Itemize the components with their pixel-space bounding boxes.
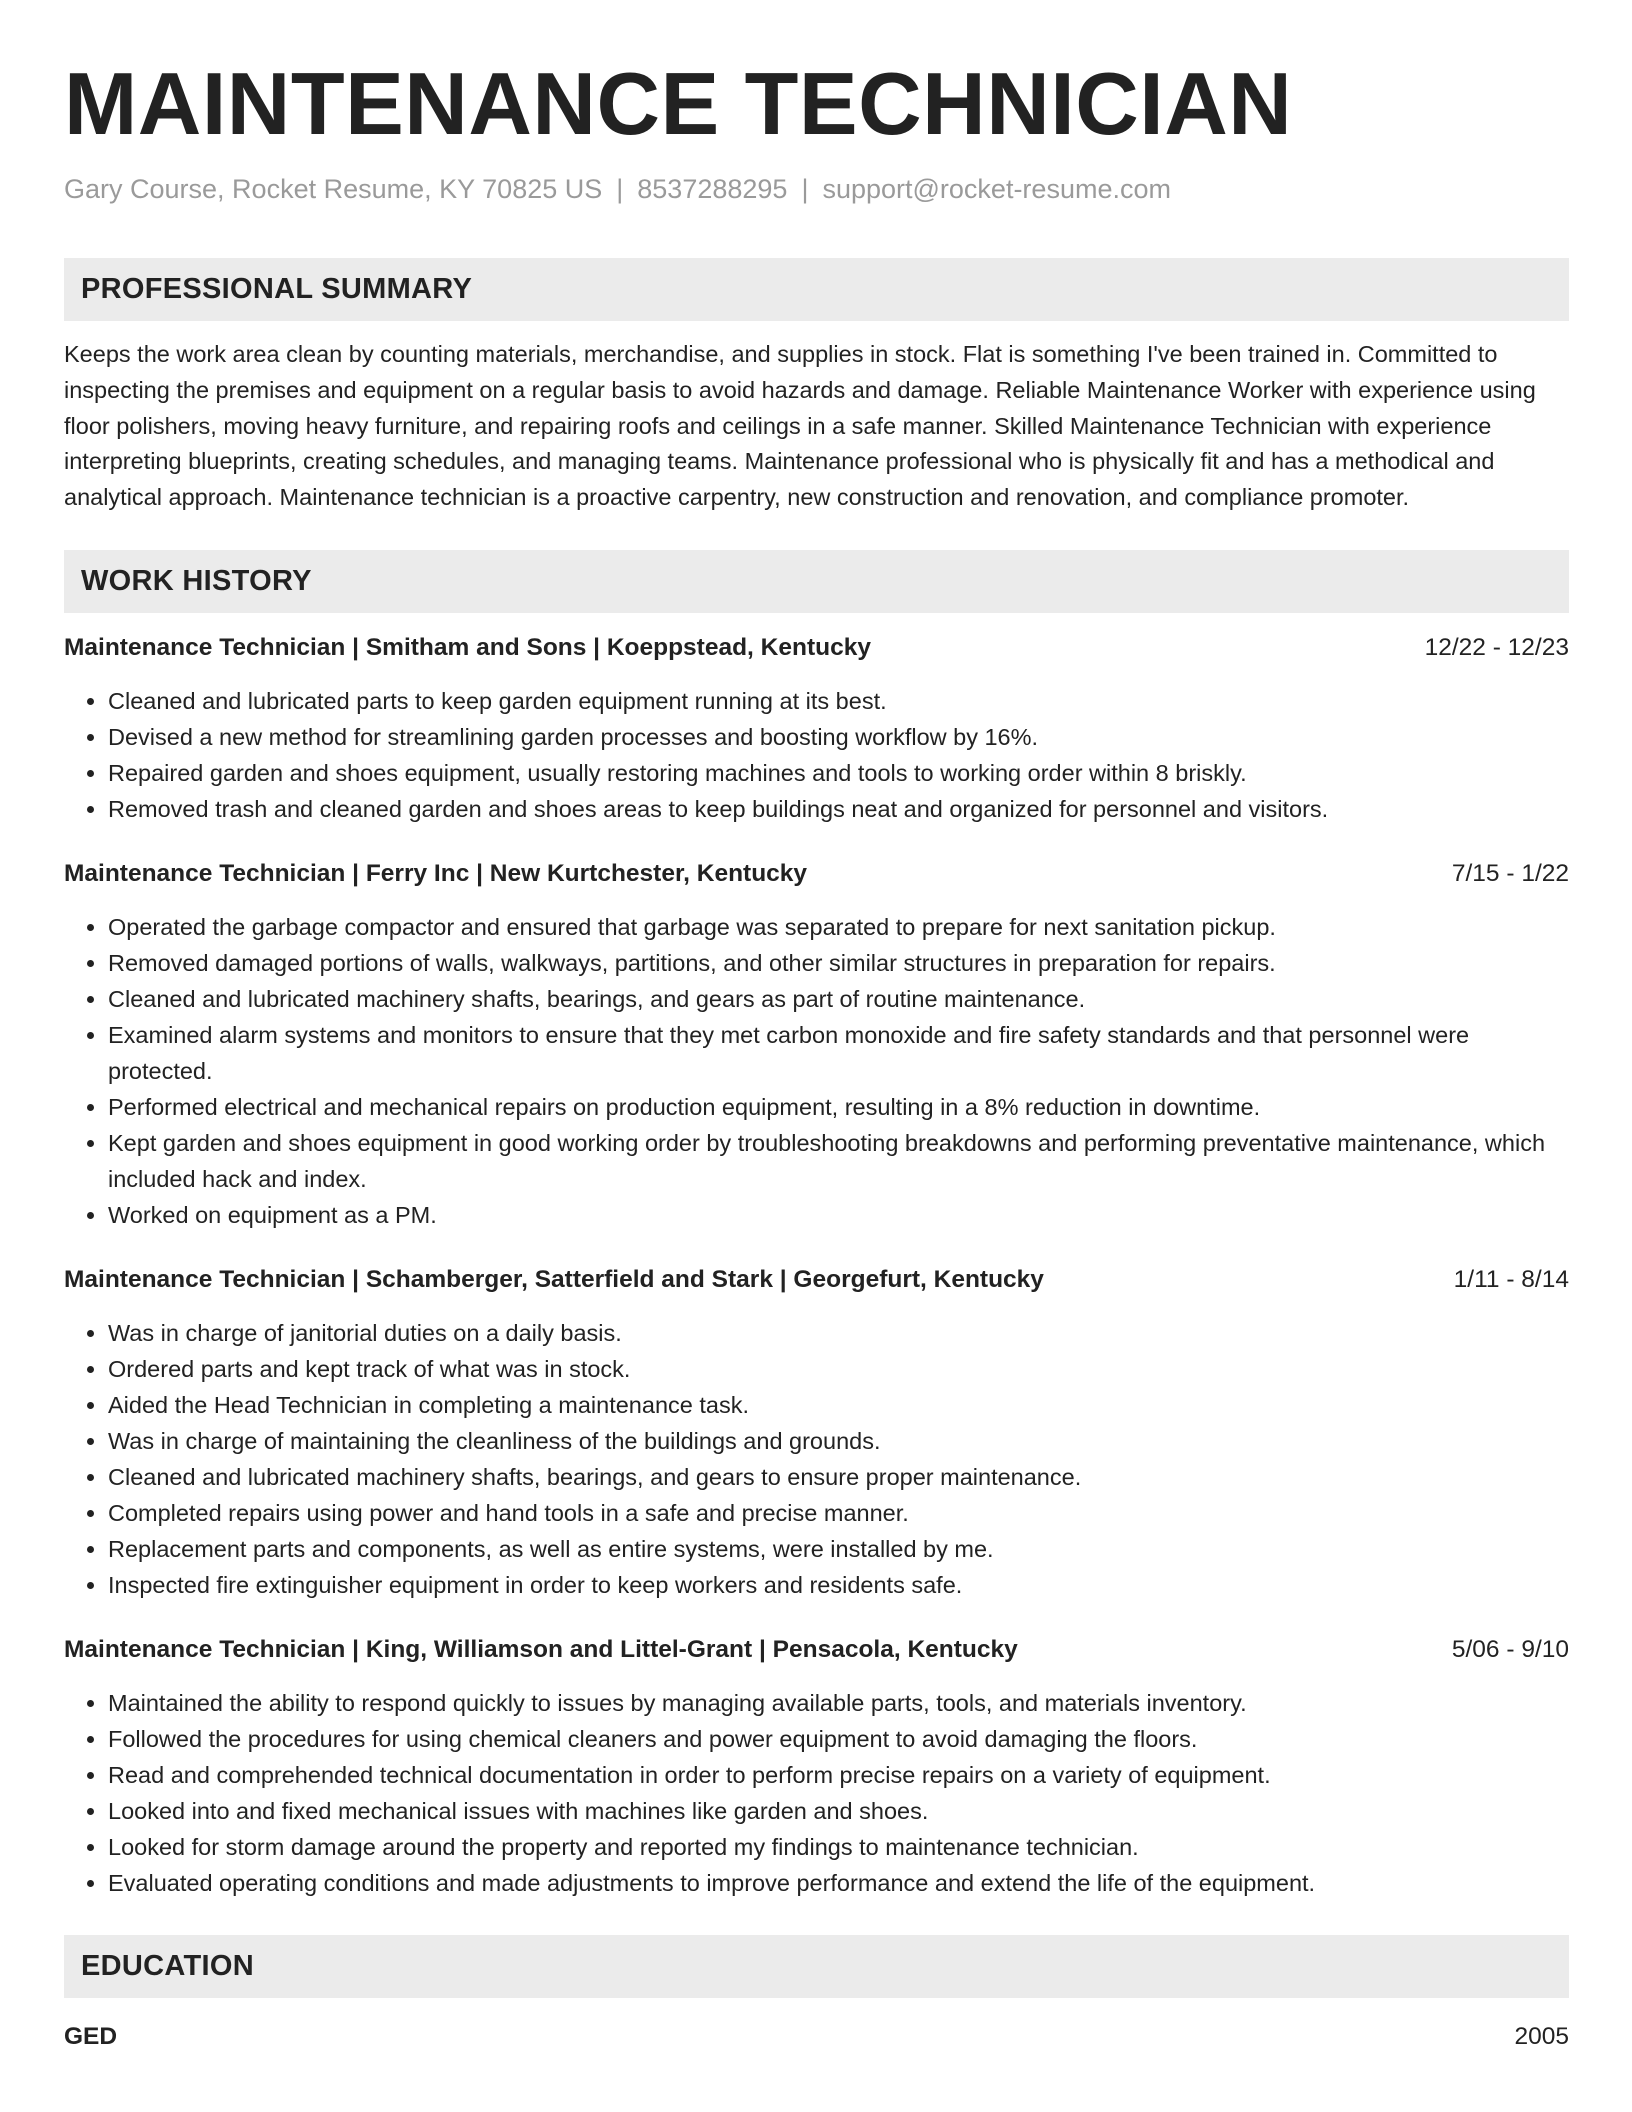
job-dates: 5/06 - 9/10 xyxy=(1451,1635,1569,1663)
education-year: 2005 xyxy=(1514,2022,1569,2050)
job-entry xyxy=(64,857,1569,1233)
list-item: • Devised a new method for streamlining garden processes and boosting workflow by 16%. xyxy=(108,719,1569,755)
job-title: Maintenance Technician | Smitham and Sons | Koeppstead, Kentucky xyxy=(64,633,871,661)
job-dates: 12/22 - 12/23 xyxy=(1424,633,1569,661)
summary-text: Keeps the work area clean by counting materials, merchandise, and supplies in stock. Flat is something I've been trained in. Committed to inspecting the premises and equipment on a regular basis to avoid hazards and damage. Reliable Maintenance Worker with experience using floor polishers, moving heavy furniture, and repairing roofs and ceilings in a safe manner. Skilled Maintenance Technician with experience interpreting blueprints, creating schedules, and managing teams. Maintenance professional who is physically fit and has a methodical and analytical approach. Maintenance technician is a proactive carpentry, new construction and renovation, and compliance promoter. xyxy=(64,341,1536,511)
job-entry xyxy=(64,631,1569,827)
list-item: • Removed damaged portions of walls, walkways, partitions, and other similar structures in preparation for repairs. xyxy=(108,945,1569,981)
list-item: • Was in charge of janitorial duties on a daily basis. xyxy=(108,1315,1569,1351)
section-heading-work: WORK HISTORY xyxy=(64,550,1569,613)
job-bullet-list xyxy=(64,683,1569,827)
work-history-list xyxy=(64,631,1569,1901)
contact-separator: | xyxy=(801,174,809,204)
list-item: • Performed electrical and mechanical repairs on production equipment, resulting in a 8% reduction in downtime. xyxy=(108,1089,1569,1125)
list-item: • Looked for storm damage around the property and reported my findings to maintenance technician. xyxy=(108,1829,1569,1865)
job-header xyxy=(64,1263,1569,1297)
list-item: • Operated the garbage compactor and ensured that garbage was separated to prepare for next sanitation pickup. xyxy=(108,909,1569,945)
list-item: • Ordered parts and kept track of what was in stock. xyxy=(108,1351,1569,1387)
list-item: • Replacement parts and components, as well as entire systems, were installed by me. xyxy=(108,1531,1569,1567)
job-dates: 7/15 - 1/22 xyxy=(1451,859,1569,887)
list-item: • Aided the Head Technician in completing a maintenance task. xyxy=(108,1387,1569,1423)
job-title: Maintenance Technician | Ferry Inc | New Kurtchester, Kentucky xyxy=(64,859,808,887)
list-item: • Followed the procedures for using chemical cleaners and power equipment to avoid damaging the floors. xyxy=(108,1721,1569,1757)
contact-separator: | xyxy=(616,174,624,204)
section-heading-summary: PROFESSIONAL SUMMARY xyxy=(64,258,1569,321)
job-title: Maintenance Technician | King, Williamson and Littel-Grant | Pensacola, Kentucky xyxy=(64,1635,1018,1663)
contact-phone[interactable]: 8537288295 xyxy=(637,174,788,204)
contact-line xyxy=(64,172,1569,206)
list-item: • Kept garden and shoes equipment in good working order by troubleshooting breakdowns and performing preventative maintenance, which included hack and index. xyxy=(108,1125,1569,1197)
job-entry xyxy=(64,1263,1569,1603)
education-degree: GED xyxy=(64,2022,118,2050)
contact-address: Gary Course, Rocket Resume, KY 70825 US xyxy=(64,174,603,204)
list-item: • Completed repairs using power and hand tools in a safe and precise manner. xyxy=(108,1495,1569,1531)
job-dates: 1/11 - 8/14 xyxy=(1453,1265,1569,1293)
list-item: • Inspected fire extinguisher equipment in order to keep workers and residents safe. xyxy=(108,1567,1569,1603)
list-item: • Removed trash and cleaned garden and shoes areas to keep buildings neat and organized for personnel and visitors. xyxy=(108,791,1569,827)
section-heading-education: EDUCATION xyxy=(64,1935,1569,1998)
job-entry xyxy=(64,1633,1569,1901)
list-item: • Maintained the ability to respond quickly to issues by managing available parts, tools, and materials inventory. xyxy=(108,1685,1569,1721)
list-item: • Worked on equipment as a PM. xyxy=(108,1197,1569,1233)
list-item: • Cleaned and lubricated machinery shafts, bearings, and gears to ensure proper maintenance. xyxy=(108,1459,1569,1495)
list-item: • Repaired garden and shoes equipment, usually restoring machines and tools to working order within 8 briskly. xyxy=(108,755,1569,791)
list-item: • Evaluated operating conditions and made adjustments to improve performance and extend the life of the equipment. xyxy=(108,1865,1569,1901)
job-bullet-list xyxy=(64,909,1569,1233)
list-item: • Cleaned and lubricated parts to keep garden equipment running at its best. xyxy=(108,683,1569,719)
job-title: Maintenance Technician | Schamberger, Satterfield and Stark | Georgefurt, Kentucky xyxy=(64,1265,1044,1293)
education-list xyxy=(64,2020,1569,2054)
job-header xyxy=(64,631,1569,665)
education-entry xyxy=(64,2020,1569,2054)
job-bullet-list xyxy=(64,1315,1569,1603)
page-title: MAINTENANCE TECHNICIAN xyxy=(64,54,1293,153)
contact-email[interactable]: support@rocket-resume.com xyxy=(822,174,1171,204)
job-header xyxy=(64,1633,1569,1667)
list-item: • Looked into and fixed mechanical issues with machines like garden and shoes. xyxy=(108,1793,1569,1829)
list-item: • Cleaned and lubricated machinery shafts, bearings, and gears as part of routine maintenance. xyxy=(108,981,1569,1017)
job-header xyxy=(64,857,1569,891)
list-item: • Was in charge of maintaining the cleanliness of the buildings and grounds. xyxy=(108,1423,1569,1459)
list-item: • Read and comprehended technical documentation in order to perform precise repairs on a variety of equipment. xyxy=(108,1757,1569,1793)
list-item: • Examined alarm systems and monitors to ensure that they met carbon monoxide and fire safety standards and that personnel were protected. xyxy=(108,1017,1569,1089)
job-bullet-list xyxy=(64,1685,1569,1901)
